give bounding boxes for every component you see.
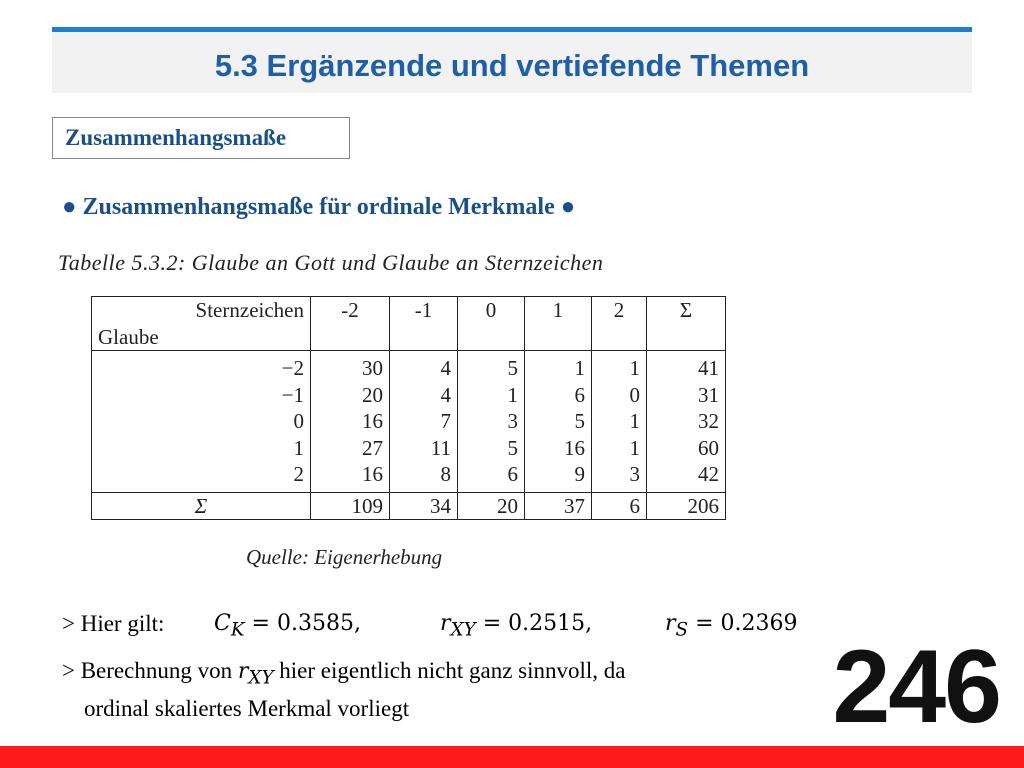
remark-rest: hier eigentlich nicht ganz sinnvoll, da	[279, 658, 626, 683]
rxy-subscript: XY	[450, 619, 476, 641]
corner-top: Sternzeichen	[92, 297, 311, 324]
table-cell: 5	[458, 351, 525, 382]
table-row	[92, 408, 726, 435]
table-row	[92, 461, 726, 492]
rs-subscript: S	[675, 619, 689, 641]
rxy-formula	[440, 611, 592, 640]
table-cell: 27	[311, 435, 390, 462]
table-cell: 16	[311, 461, 390, 492]
table-row	[92, 351, 726, 382]
column-header: 0	[458, 297, 525, 351]
column-header: 2	[592, 297, 647, 351]
ck-symbol: C	[214, 611, 231, 636]
coefficients-prefix: > Hier gilt:	[62, 611, 165, 636]
rxy-value: = 0.2515,	[482, 611, 593, 636]
total-cell: 34	[390, 492, 458, 520]
remark-line-1	[62, 655, 625, 693]
table-cell: 7	[390, 408, 458, 435]
table-cell: 60	[647, 435, 726, 462]
table-cell: 32	[647, 408, 726, 435]
remark-line-2: ordinal skaliertes Merkmal vorliegt	[84, 696, 410, 722]
table-cell: 8	[390, 461, 458, 492]
rxy-inline-symbol: r	[237, 659, 249, 684]
table-cell: 4	[390, 351, 458, 382]
table-cell: 5	[525, 408, 592, 435]
subheading	[62, 194, 575, 221]
table-cell: 41	[647, 351, 726, 382]
column-header: 1	[525, 297, 592, 351]
column-header: Σ	[647, 297, 726, 351]
table-header-row	[92, 297, 726, 324]
table-cell: 31	[647, 382, 726, 409]
slide-header	[52, 27, 972, 93]
table-cell: 11	[390, 435, 458, 462]
rxy-symbol: r	[440, 611, 451, 636]
total-cell: 206	[647, 492, 726, 520]
footer-bar	[0, 746, 1024, 768]
table-cell: 30	[311, 351, 390, 382]
table-row	[92, 435, 726, 462]
table-cell: 6	[525, 382, 592, 409]
ck-formula	[214, 611, 361, 640]
row-label: −1	[92, 382, 311, 409]
page-number: 246	[832, 629, 1000, 745]
table-cell: 5	[458, 435, 525, 462]
table-cell: 1	[592, 351, 647, 382]
remark-prefix: > Berechnung von	[62, 658, 233, 683]
row-label: 2	[92, 461, 311, 492]
total-cell: 109	[311, 492, 390, 520]
total-cell: 6	[592, 492, 647, 520]
rs-formula	[665, 611, 798, 640]
table-cell: 9	[525, 461, 592, 492]
bullet-icon: ●	[62, 194, 77, 220]
ck-subscript: K	[230, 619, 245, 641]
total-label: Σ	[92, 492, 311, 520]
column-header: -2	[311, 297, 390, 351]
table-source: Quelle: Eigenerhebung	[246, 545, 443, 569]
row-label: −2	[92, 351, 311, 382]
bullet-icon: ●	[560, 194, 576, 220]
table-cell: 1	[592, 435, 647, 462]
contingency-table	[91, 296, 726, 520]
rs-symbol: r	[665, 611, 676, 636]
table-cell: 0	[592, 382, 647, 409]
table-cell: 20	[311, 382, 390, 409]
table-row	[92, 382, 726, 409]
row-label: 1	[92, 435, 311, 462]
total-row	[92, 492, 726, 520]
section-label: Zusammenhangsmaße	[52, 117, 350, 159]
table-cell: 1	[458, 382, 525, 409]
corner-bottom: Glaube	[92, 324, 311, 351]
table-cell: 1	[525, 351, 592, 382]
rxy-inline	[237, 659, 274, 689]
table-cell: 16	[311, 408, 390, 435]
rxy-inline-subscript: XY	[248, 667, 274, 689]
total-cell: 37	[525, 492, 592, 520]
ck-value: = 0.3585,	[251, 611, 361, 636]
table-cell: 3	[592, 461, 647, 492]
table-cell: 4	[390, 382, 458, 409]
total-cell: 20	[458, 492, 525, 520]
remark	[62, 655, 625, 724]
slide-title: 5.3 Ergänzende und vertiefende Themen	[214, 48, 810, 83]
table-cell: 6	[458, 461, 525, 492]
table-cell: 3	[458, 408, 525, 435]
row-label: 0	[92, 408, 311, 435]
column-header: -1	[390, 297, 458, 351]
table-cell: 1	[592, 408, 647, 435]
rs-value: = 0.2369	[695, 611, 798, 636]
table-caption: Tabelle 5.3.2: Glaube an Gott und Glaube an Sternzeichen	[58, 250, 604, 275]
table-cell: 42	[647, 461, 726, 492]
table-cell: 16	[525, 435, 592, 462]
subheading-text: Zusammenhangsmaße für ordinale Merkmale	[82, 194, 555, 220]
